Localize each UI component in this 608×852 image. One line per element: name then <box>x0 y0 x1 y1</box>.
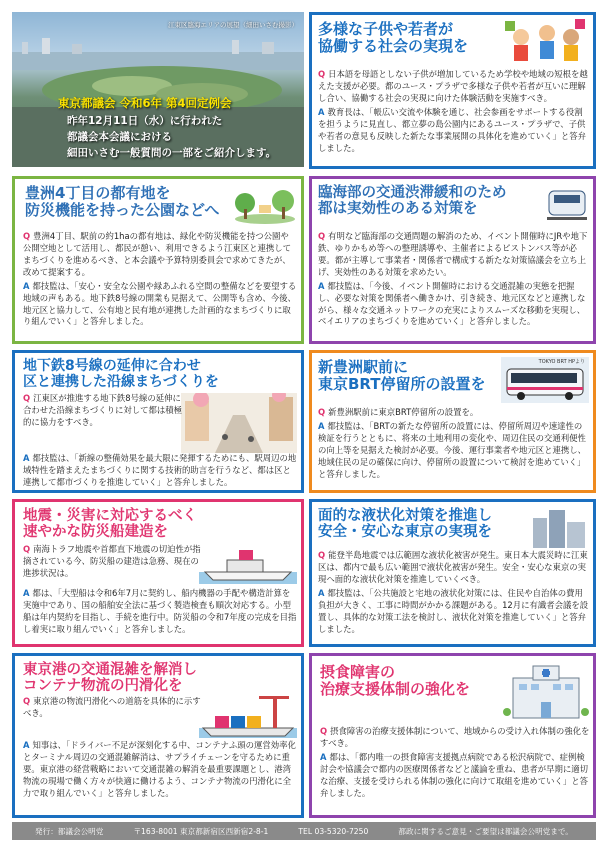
qa-block: Q 東京港の物流円滑化への道筋を具体的に示すべき。 <box>23 696 201 718</box>
hero-session-title: 東京都議会 令和6年 第4回定例会 <box>58 96 232 110</box>
section-liquefaction <box>309 499 596 647</box>
section-title: 面的な液状化対策を推進し 安全・安心な東京の実現を <box>318 508 492 541</box>
section-title: 多様な子供や若者が 協働する社会の実現を <box>318 20 469 55</box>
bus-photo-caption: TOKYO BRT HPより <box>538 359 585 365</box>
footer-bar <box>12 822 596 840</box>
hero-photo-caption: 江東区臨海エリアの展望（細田いさむ撮影） <box>168 21 298 29</box>
section-disaster-ship <box>12 499 304 647</box>
hospital-illustration <box>503 662 589 722</box>
section-brt-stop <box>309 350 596 493</box>
qa-block: Q 江東区が推進する地下鉄8号線の延伸に合わせた沿線まちづくりに対して都は積極的に協力をすべき。 <box>23 393 183 427</box>
qa-block: Q 有明など臨海部の交通問題の解消のため、イベント開催時にJRや地下鉄、ゆりかもめ等への整理誘導や、主催者によるピストンバス等が必要。都が主導して事業者・関係者で構成する新たな対策協議会を立ち上げ、実効性のある対策を求めたい。 A 都技監は、「今後、イベント開催時における交通混雑の実態を把握し、必要な対策を関係者へ働きかけ、引き続き、地元区などと連携しながら、様々な交通ネットワークの充実によりスムーズな移動を実現し、ベイエリアのまちづくりを進めていく」と答弁しました。 <box>318 231 588 327</box>
qa-block: Q 豊洲4丁目、駅前の約1haの都有地は、緑化や防災機能を持つ公園や公開空地として活用し、都民が憩い、利用できるよう江東区と連携してまちづくりを進めるべき、と本会議や予算特別委員会で求めてきたが、改めて提案する。 A 都技監は、「安心・安全な公園や緑あふれる空間の整備などを要望する地域の声もある。地下鉄8号線の開業も見据えて、公開等も含め、今後、地元区と協力して、公有地と民有地が連携した計画的なまちづくりに取り組んでいく」と答弁しました。 <box>23 231 297 327</box>
park-illustration <box>233 185 297 225</box>
section-title: 臨海部の交通渋滞緩和のため 都は実効性のある対策を <box>318 185 507 218</box>
qa-block: Q 日本語を母語としない子供が増加しているため学校や地域の短根を越えた支援が必要。都のユース・プラザで多様な子供や若者が互いに理解し合い、協働する社会の実現に向けた体験活動を実施すべき。 A 教育長は、「帳広い交流や体験を通じ、社会参画をサポートする役割を担うように見直し、都立夢の島公園内にあるユース・プラザで、子供や若者の意見も反映した新たな事業展開の具体化を進めていく」と答弁しました。 <box>318 69 588 153</box>
section-subway-line8 <box>12 350 304 493</box>
section-title: 新豊洲駅前に 東京BRT停留所の設置を <box>318 358 486 393</box>
section-tokyo-port <box>12 653 304 818</box>
qa-block: Q 新豊洲駅前に東京BRT停留所の設置を。 A 都技監は、「BRTの新たな停留所の設置には、停留所周辺や速達性の検証を行うとともに、将来の土地利用の変化や、周辺住民の交通利便性の向上等を見据えた検討が必要。今後、運行事業者や地元区と連携し、地域住民の足の確保に向け、停留所の設置について検討を進めていく」と答弁しました。 <box>318 407 586 479</box>
qa-answer: A 知事は、「ドライバー不足が深刻化する中、コンテナふ頭の運営効率化とターミナル周辺の交通混雑解消は、サプライチェーンを守るために重要。東京港の経営戦略において交通混雑の解消を最重要課題とし、港湾物流の現場で働く方々が快適に働けるよう、コンテナ物流の円滑化に全力で取り組んでいく」と答弁しました。 <box>23 740 296 798</box>
section-title: 地震・災害に対応するべく 速やかな防災船建造を <box>23 508 197 541</box>
qa-block: Q 能登半島地震では広範囲な液状化被害が発生。東日本大震災時に江東区は、都内で最も広い範囲で液状化被害が発生。安全・安心な東京の実現へ面的な液状化対策を推進していくべき。 A 都技監は、「公共施設と宅地の液状化対策には、住民や自治体の費用負担が大きく、工事に時間がかかる課題がある。12月に有識者会議を設置し、具体的な対策工法を検討し、液状化対策を推進していく」と答弁しました。 <box>318 550 589 634</box>
footer-publisher: 発行：都議会公明党 <box>35 826 104 836</box>
footer-phone: TEL 03-5320-7250 <box>298 826 369 836</box>
container-ship-illustration <box>199 694 297 738</box>
section-toyosu-park <box>12 176 304 344</box>
qa-block: Q 摂食障害の治療支援体制について、地域からの受け入れ体制の強化をすべき。 A 都は、「都内唯一の摂食障害支援拠点病院である松沢病院で、症例検討会や協議会で都内の医療関係者などと議論を重ね、患者が早期に適切な治療、支援を受けられる体制の強化に向けて取組を進めていく」と答弁しました。 <box>320 726 590 798</box>
section-title: 東京港の交通混雑を解消し コンテナ物流の円滑化を <box>23 662 197 695</box>
section-title: 豊洲4丁目の都有地を 防災機能を持った公園などへ <box>25 184 220 219</box>
ship-illustration <box>199 542 297 584</box>
footer-address: 〒163-8001 東京都新宿区西新宿2-8-1 <box>133 826 269 836</box>
section-youth-coexistence <box>309 12 596 169</box>
buildings-illustration <box>531 508 589 548</box>
section-eating-disorder <box>309 653 596 818</box>
children-illustration <box>505 19 587 65</box>
hero-photo-banner <box>12 12 304 167</box>
footer-note: 都政に関するご意見・ご要望は都議会公明党まで。 <box>398 826 573 836</box>
section-title: 摂食障害の 治療支援体制の強化を <box>320 663 471 698</box>
qa-answer: A 都技監は、「新線の整備効果を最大限に発揮するためにも、駅周辺の地域特性を踏まえたまちづくりに関する技術的助言を行うなど、都は区と連携して都市づくりを推進していく」と答弁しました。 <box>23 453 297 487</box>
street-illustration <box>181 393 297 453</box>
section-waterfront-traffic <box>309 176 596 344</box>
section-title: 地下鉄8号線の延伸に合わせ 区と連携した沿線まちづくりを <box>23 358 219 390</box>
train-illustration <box>545 185 589 223</box>
qa-block: Q 南海トラフ地震や首都直下地震の切迫性が指摘されている今、防災船の建造は急務、現在の進捗状況は。 <box>23 544 201 578</box>
hero-text-line3: 都議会本会議における <box>67 131 172 143</box>
qa-answer: A 都は、「大型船は令和6年7月に契約し、船内機器の手配や構造計算を実施中であり、国の船舶安全法に基づく製造検査も順次対応する。小型船は年内契約を目指し、手続を進行中。防災船の令和7年度の完成を目指し着実に取り組んでいく」と答弁しました。 <box>23 588 297 634</box>
hero-text-line2: 昨年12月11日（水）に行われた <box>67 115 223 127</box>
hero-text-line4: 細田いさむ一般質問の一部をご紹介します。 <box>67 147 277 159</box>
